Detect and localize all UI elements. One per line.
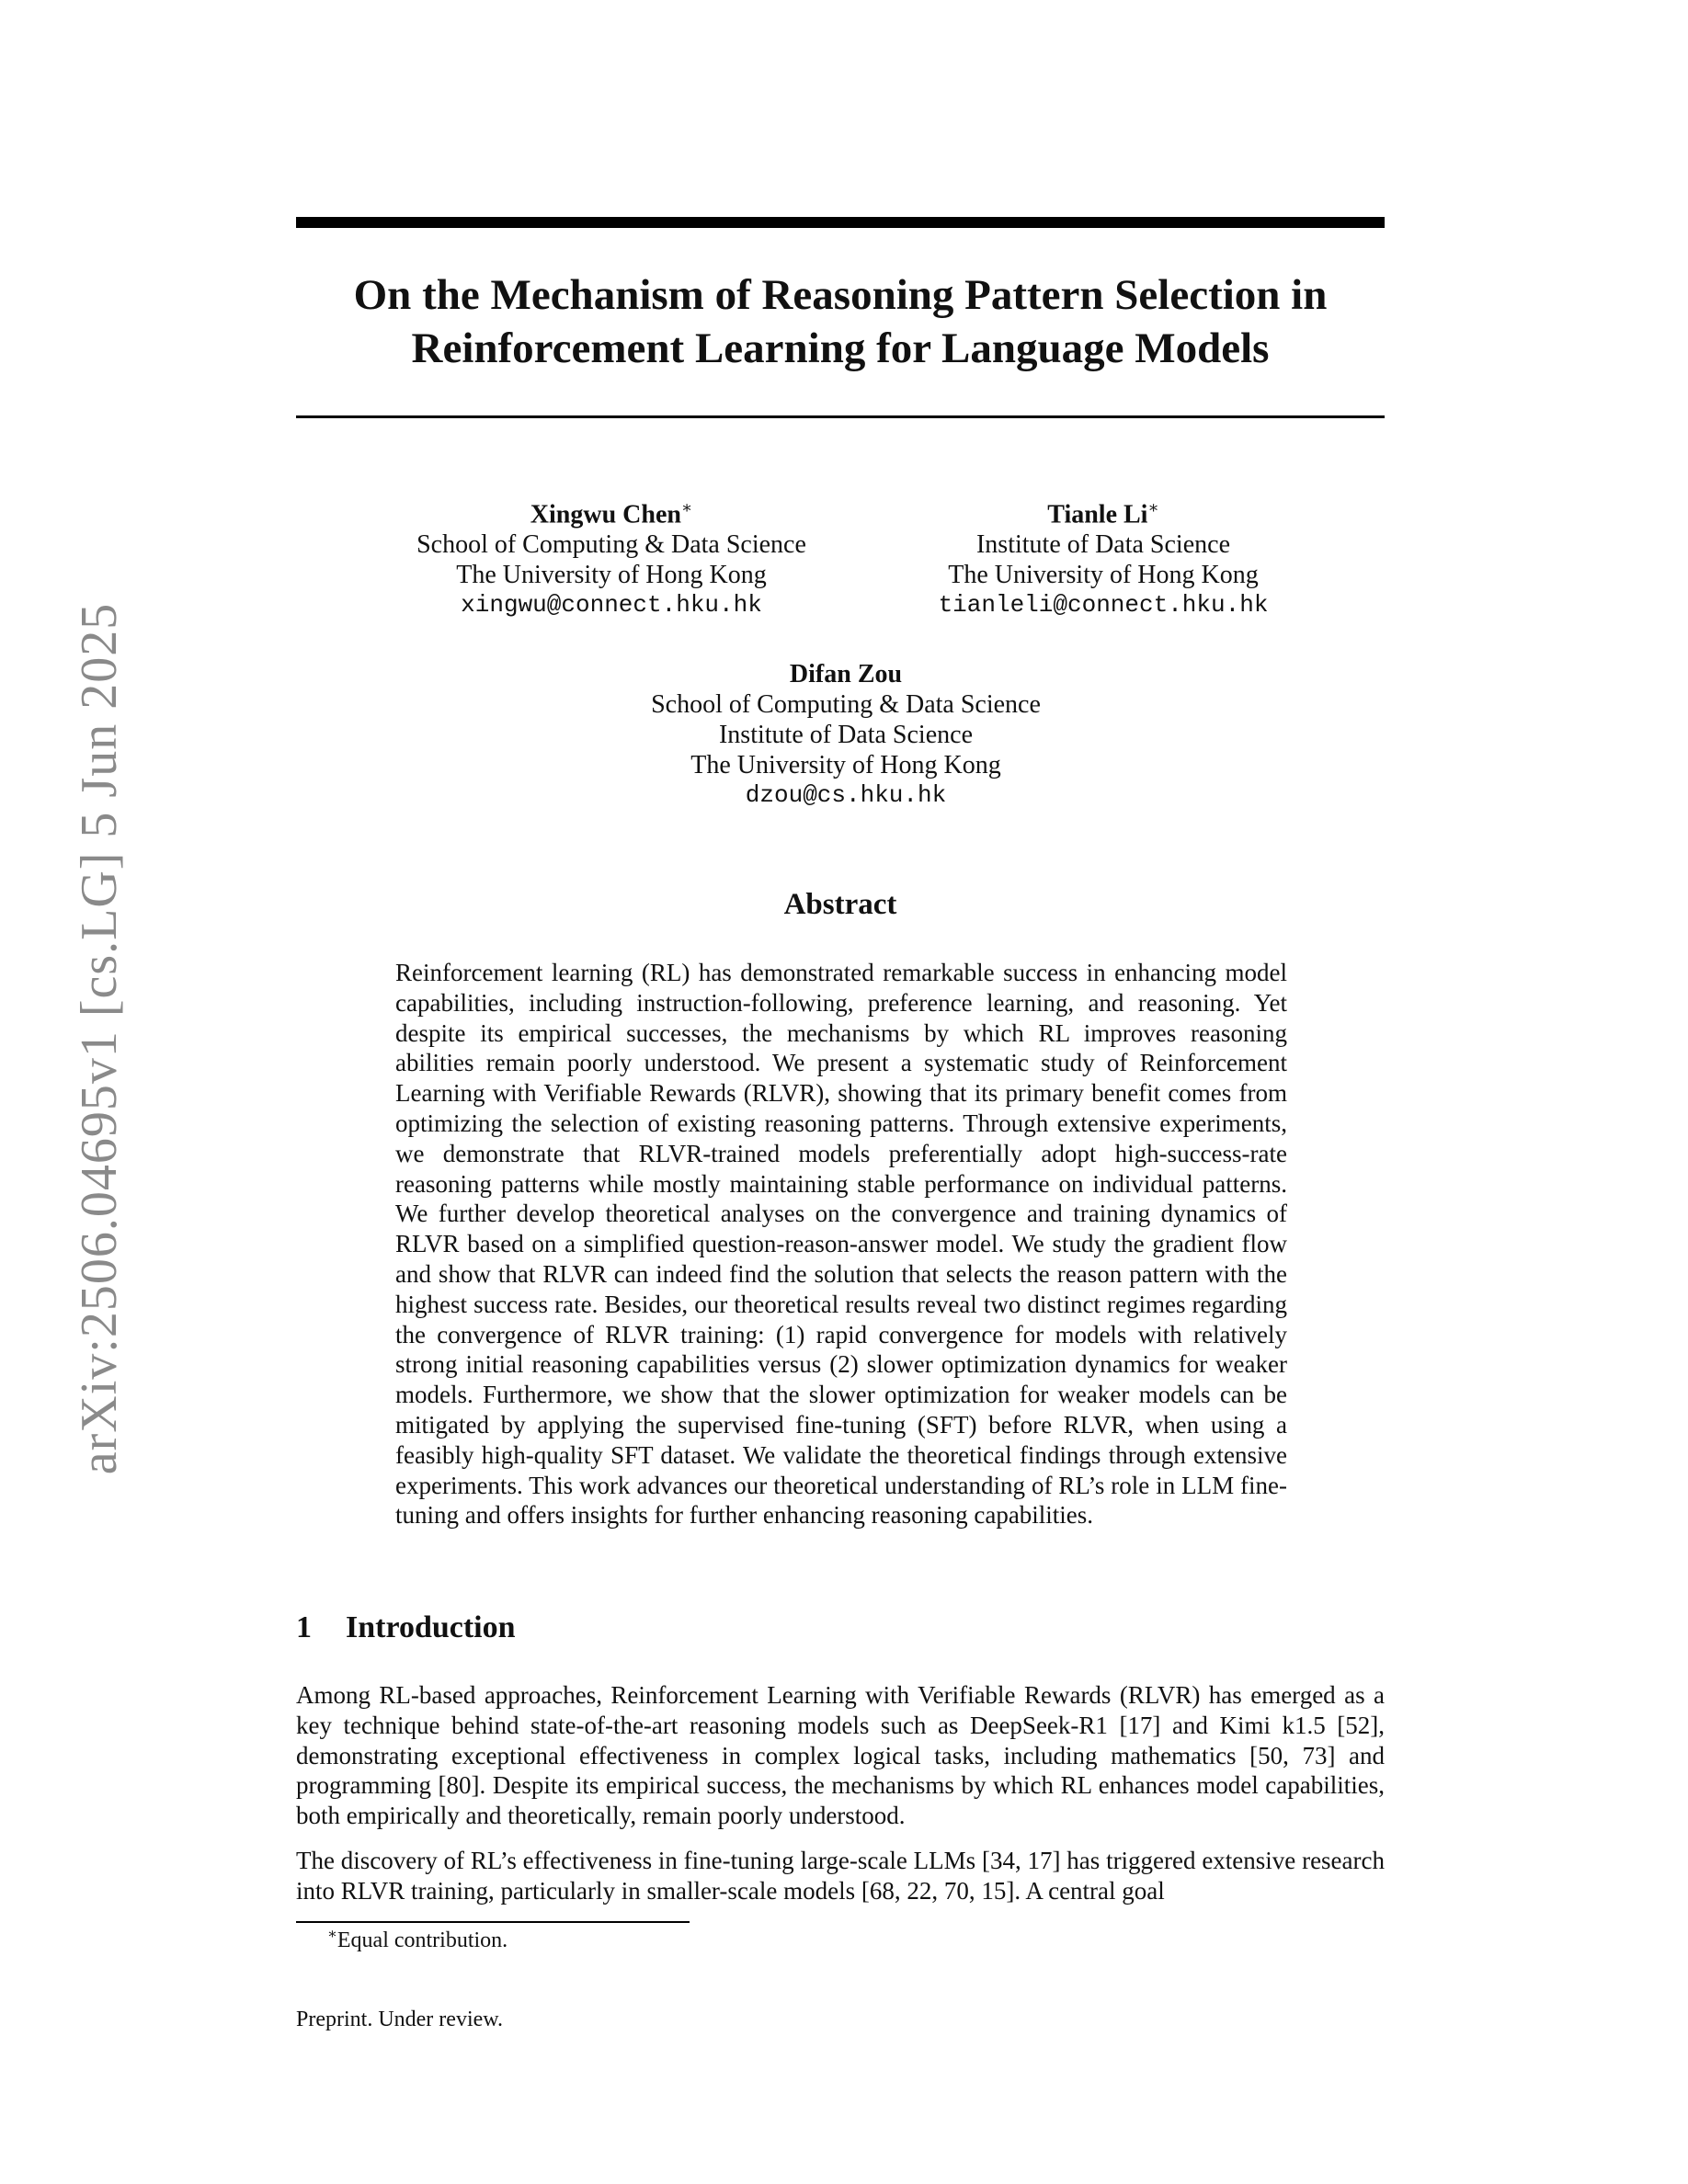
author-name-line: [368, 493, 855, 529]
author-block: [570, 659, 1122, 811]
section-number: 1: [296, 1610, 312, 1644]
author-affiliation: School of Computing & Data Science: [416, 530, 806, 560]
author-block: [901, 493, 1306, 620]
arxiv-identifier-stamp: arXiv:2506.04695v1 [cs.LG] 5 Jun 2025: [71, 602, 128, 1475]
title-bottom-rule: [296, 415, 1385, 418]
footnote-rule: [296, 1921, 690, 1923]
footnote-marker: ∗: [327, 1927, 337, 1942]
author-name: Xingwu Chen: [530, 500, 681, 529]
preprint-note: Preprint. Under review.: [296, 2008, 504, 2031]
author-affiliation: Institute of Data Science: [975, 530, 1230, 560]
abstract-body: Reinforcement learning (RL) has demonstrated remarkable success in enhancing model capabilities, including instruction-following, preference learning, and reasoning. Yet despite its empirical successes, the mechanisms by which RL improves reasoning abilities remain poorly understood. We present a systematic study of Reinforcement Learning with Verifiable Rewards (RLVR), showing that its primary benefit comes from optimizing the selection of existing reasoning patterns. Through extensive experiments, we demonstrate that RLVR-trained models preferentially adopt high-success-rate reasoning patterns while mostly maintaining stable performance on individual patterns. We further develop theoretical analyses on the convergence and training dynamics of RLVR based on a simplified question-reason-answer model. We study the gradient flow and show that RLVR can indeed find the solution that selects the reason pattern with the highest success rate. Besides, our theoretical results reveal two distinct regimes regarding the convergence of RLVR training: (1) rapid convergence for models with relatively strong initial reasoning capabilities versus (2) slower optimization dynamics for weaker models. Furthermore, we show that the slower optimization for weaker models can be mitigated by applying the supervised fine-tuning (SFT) before RLVR, when using a feasibly high-quality SFT dataset. We validate the theoretical findings through extensive experiments. This work advances our theoretical understanding of RL’s role in LLM fine-tuning and offers insights for further enhancing reasoning capabilities.: [395, 959, 1287, 1530]
footnote-text: Equal contribution.: [336, 1928, 508, 1952]
author-name: Tianle Li: [1047, 500, 1148, 529]
section-heading-introduction: [296, 1610, 516, 1645]
section-title: Introduction: [346, 1610, 516, 1644]
body-paragraph: The discovery of RL’s effectiveness in fine-tuning large-scale LLMs [34, 17] has triggered extensive research into RLVR training, particularly in smaller-scale models [68, 22, 70, 15]. A central goal: [296, 1847, 1385, 1905]
body-paragraph: Among RL-based approaches, Reinforcement Learning with Verifiable Rewards (RLVR) has emerged as a key technique behind state-of-the-art reasoning models such as DeepSeek-R1 [17] and Kimi k1.5 [52], demonstrating exceptional effectiveness in complex logical tasks, including mathematics [50, 73] and programming [80]. Despite its empirical success, the mechanisms by which RL enhances model capabilities, both empirically and theoretically, remain poorly understood.: [296, 1681, 1385, 1830]
author-block: [368, 493, 855, 620]
author-affiliation: The University of Hong Kong: [456, 561, 767, 590]
author-name: Difan Zou: [789, 660, 903, 688]
author-email: dzou@cs.hku.hk: [745, 781, 947, 809]
author-name-line: [901, 493, 1306, 529]
author-affiliation: Institute of Data Science: [718, 721, 973, 749]
author-email: tianleli@connect.hku.hk: [938, 591, 1269, 620]
equal-contribution-marker: ∗: [680, 498, 693, 517]
paper-title: On the Mechanism of Reasoning Pattern Selection in Reinforcement Learning for Language Models: [353, 271, 1328, 372]
author-affiliation: The University of Hong Kong: [690, 751, 1001, 779]
author-name-line: [570, 659, 1122, 689]
title-top-rule: [296, 217, 1385, 228]
footnote: [327, 1925, 508, 1953]
author-affiliation: The University of Hong Kong: [948, 561, 1259, 590]
author-email: xingwu@connect.hku.hk: [461, 591, 762, 620]
equal-contribution-marker: ∗: [1147, 498, 1159, 517]
abstract-heading: Abstract: [783, 888, 897, 921]
author-affiliation: School of Computing & Data Science: [651, 690, 1041, 719]
